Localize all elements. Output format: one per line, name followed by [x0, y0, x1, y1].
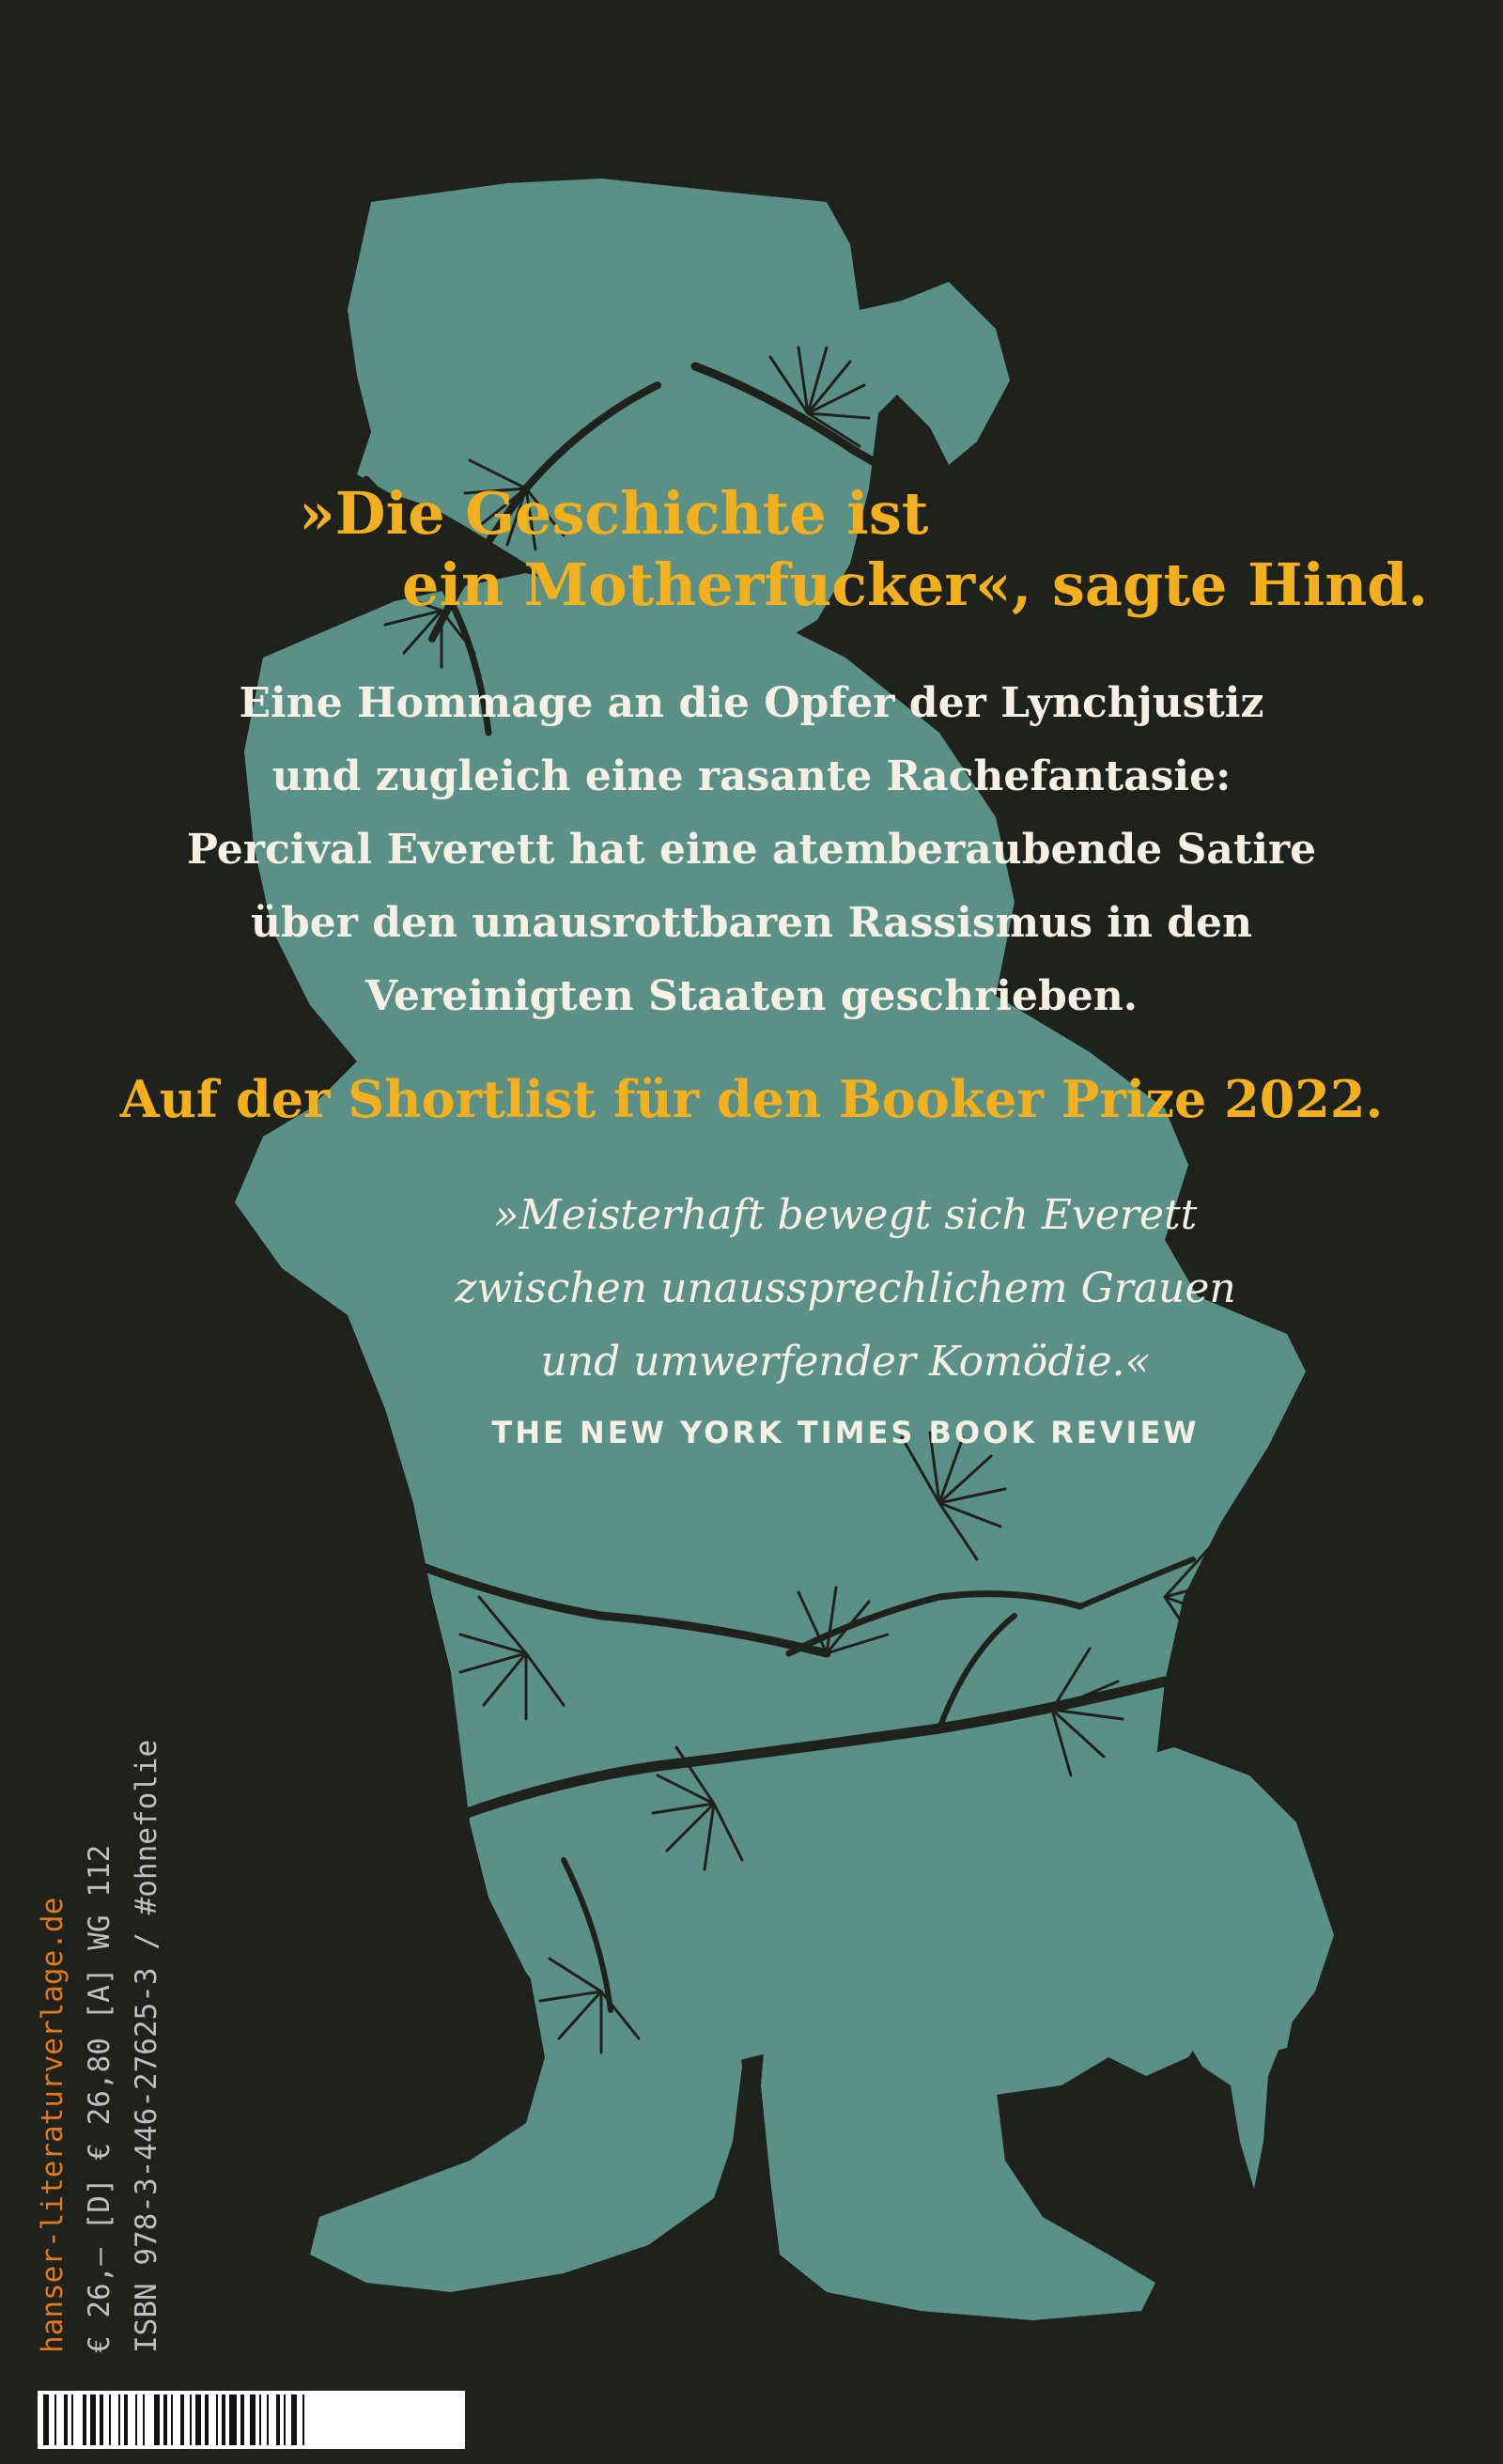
- shortlist-note: Auf der Shortlist für den Booker Prize 2022.: [119, 1069, 1384, 1129]
- blurb-line: Eine Hommage an die Opfer der Lynchjustiz: [239, 679, 1264, 727]
- review-line: zwischen unaussprechlichem Grauen: [455, 1264, 1236, 1312]
- quote-line-1: »Die Geschichte ist: [299, 479, 929, 548]
- blurb-line: über den unausrottbaren Rassismus in den: [250, 899, 1253, 947]
- price-info: € 26,– [D] € 26,80 [A] WG 112: [83, 1844, 116, 2353]
- blurb-line: und zugleich eine rasante Rachefantasie:: [271, 752, 1232, 800]
- blurb-line: Percival Everett hat eine atemberaubende Satire: [186, 826, 1317, 874]
- publisher-website: hanser-literaturverlage.de: [36, 1897, 70, 2353]
- isbn-info: ISBN 978-3-446-27625-3 / #ohnefolie: [130, 1739, 163, 2353]
- review-quote: [376, 1179, 1315, 1399]
- blurb-text: [0, 667, 1503, 1033]
- review-line: und umwerfender Komödie.«: [540, 1338, 1151, 1386]
- quote-line-2: ein Motherfucker«, sagte Hind.: [402, 550, 1429, 619]
- barcode-icon: [38, 2391, 465, 2449]
- review-line: »Meisterhaft bewegt sich Everett: [493, 1191, 1198, 1239]
- review-source: THE NEW YORK TIMES BOOK REVIEW: [491, 1415, 1200, 1450]
- blurb-line: Vereinigten Staaten geschrieben.: [364, 972, 1139, 1020]
